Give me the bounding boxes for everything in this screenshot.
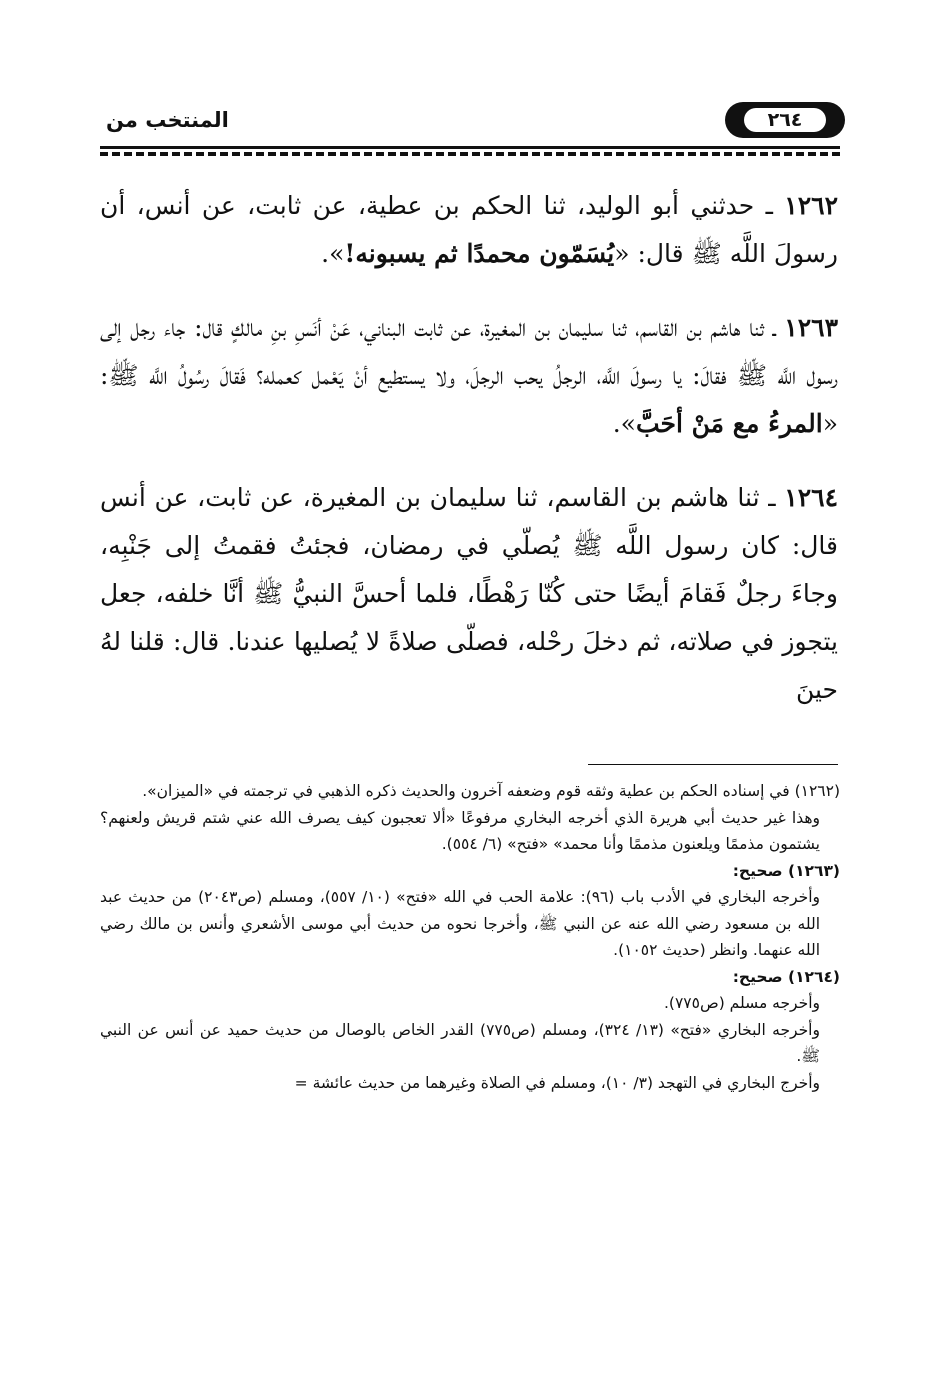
- footnote-separator: [588, 764, 838, 765]
- page-number: ٢٦٤: [744, 108, 826, 132]
- footnotes: [100, 778, 840, 1096]
- page-header: [100, 96, 845, 144]
- footnote-line: [100, 1017, 840, 1070]
- hadith-text-end: ».: [612, 409, 636, 438]
- footnote-text: وأخرجه البخاري «فتح» (١٣/ ٣٢٤)، ومسلم (ص٧٧٥) القدر الخاص بالوصال من حديث حميد عن أنس عن النبي ﷺ.: [100, 1020, 820, 1065]
- hadith-text: ـ ثنا هاشم بن القاسم، ثنا سليمان بن المغيرة، عن ثابت البناني، عَنْ أنَسِ بنِ مالكٍ قال: جاء رجل إلى رسول اللَّه ﷺ فقالَ: يا رسولَ اللَّه، الرجلُ يحب الرجلَ، ولا يستطيع أنْ يَعْمل كعمله؟ فَقالَ رسُولُ اللَّه ﷺ: «: [100, 313, 838, 438]
- hadith-quote: المرءُ مع مَنْ أحَبَّ: [635, 409, 823, 438]
- hadith-number: ١٢٦٣: [784, 313, 839, 342]
- footnote-line: [100, 884, 840, 964]
- running-title: المنتخب من: [106, 108, 229, 132]
- header-dashed-rule: [100, 152, 840, 156]
- hadith-text: ـ حدثني أبو الوليد، ثنا الحكم بن عطية، عن ثابت، عن أنس، أن رسولَ اللَّه ﷺ قال: «: [100, 191, 838, 268]
- hadith-text: ـ ثنا هاشم بن القاسم، ثنا سليمان بن المغيرة، عن ثابت، عن أنس قال: كان رسول اللَّه ﷺ يُصلّي في رمضان، فجئتُ فقمتُ إلى جَنْبِه، وجاءَ رجلٌ فَقامَ أيضًا حتى كُنّا رَهْطًا، فلما أحسَّ النبيُّ ﷺ أنَّا خلفه، جعل يتجوز في صلاته، ثم دخلَ رحْله، فصلّى صلاةً لا يُصليها عندنا. قال: قلنا لهُ حينَ: [100, 483, 839, 704]
- hadith-number: ١٢٦٤: [784, 483, 838, 512]
- footnote-text: وأخرج البخاري في التهجد (٣/ ١٠)، ومسلم في الصلاة وغيرهما من حديث عائشة =: [294, 1073, 820, 1092]
- hadith-1264: [100, 474, 838, 714]
- footnote-grade: (١٢٦٣) صحيح:: [732, 861, 840, 880]
- footnote-heading: [100, 858, 840, 885]
- footnote-text: وهذا غير حديث أبي هريرة الذي أخرجه البخاري مرفوعًا «ألا تعجبون كيف يصرف الله عني شتم قريش ولعنهم؟ يشتمون مذممًا ويلعنون مذممًا وأنا محمد» «فتح» (٦/ ٥٥٤).: [100, 808, 820, 853]
- hadith-1262: [100, 182, 838, 278]
- hadith-1263: [100, 304, 838, 448]
- footnote-heading: [100, 964, 840, 991]
- footnote-grade: (١٢٦٤) صحيح:: [732, 967, 840, 986]
- footnote-line: [100, 990, 840, 1017]
- footnote-text: وأخرجه البخاري في الأدب باب (٩٦): علامة الحب في الله «فتح» (١٠/ ٥٥٧)، ومسلم (ص٢٠٤٣) من حديث عبد الله بن مسعود رضي الله عنه عن النبي ﷺ، وأخرجا نحوه من حديث أبي موسى الأشعري وأنس بن مالك رضي الله عنهما. وانظر (حديث ١٠٥٢).: [100, 888, 820, 959]
- header-rule: [100, 146, 840, 149]
- footnote-text: وأخرجه مسلم (ص٧٧٥).: [663, 994, 820, 1012]
- page-number-badge: [725, 102, 845, 138]
- hadith-number: ١٢٦٢: [784, 191, 838, 220]
- footnote-line: [100, 1070, 840, 1097]
- footnote-line: [100, 805, 840, 858]
- main-text: [100, 182, 838, 740]
- hadith-quote: يُسَمّون محمدًا ثم يسبونه!: [344, 239, 615, 268]
- hadith-text-end: ».: [321, 239, 345, 268]
- footnote-line: [100, 778, 840, 805]
- footnote-text: (١٢٦٢) في إسناده الحكم بن عطية وثقه قوم وضعفه آخرون والحديث ذكره الذهبي في ترجمته في «الميزان».: [142, 782, 840, 800]
